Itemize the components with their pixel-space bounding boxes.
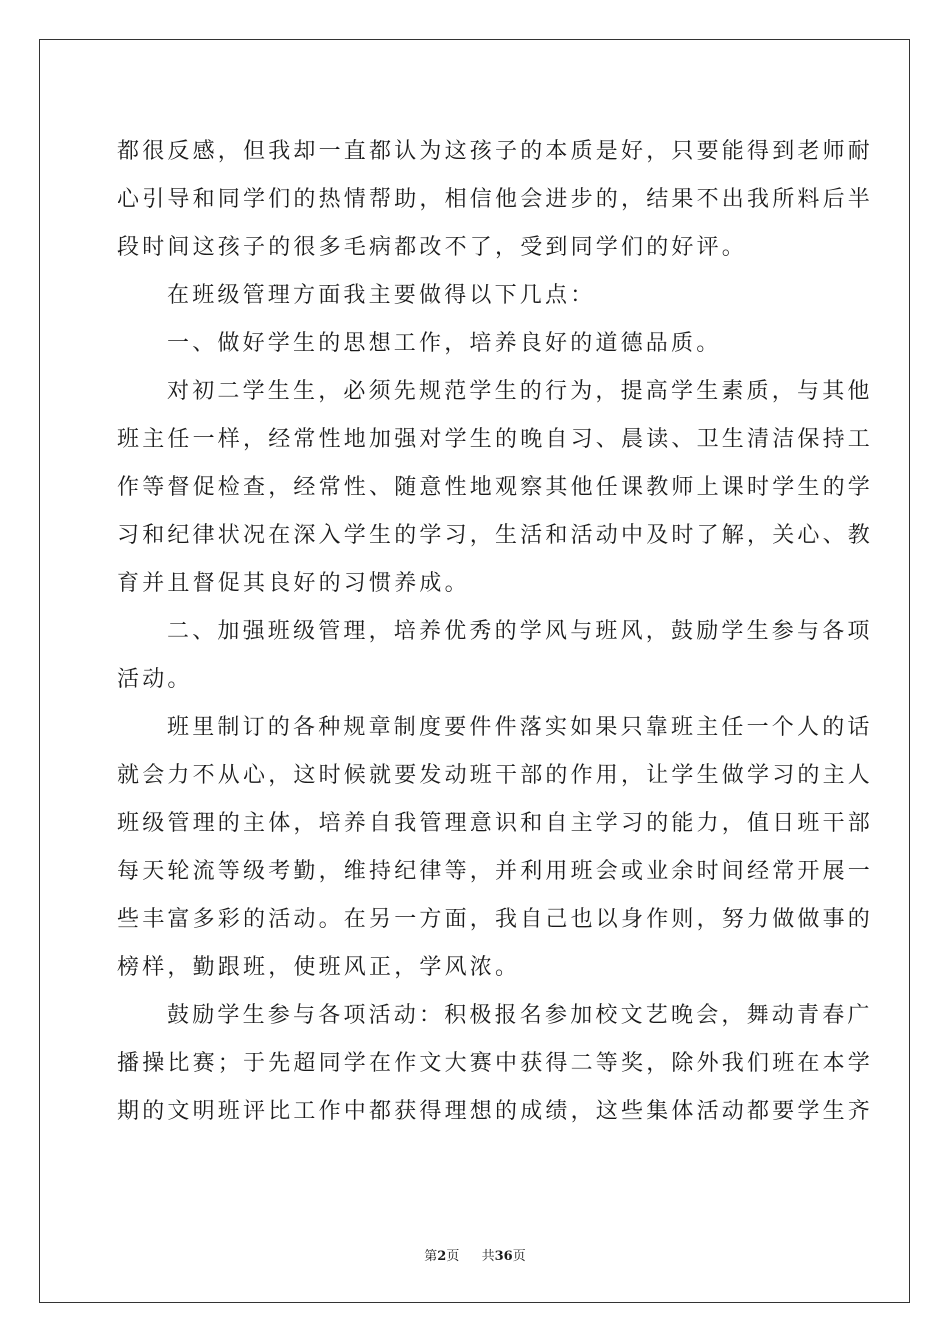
text-line: 播操比赛；于先超同学在作文大赛中获得二等奖，除外我们班在本学 (117, 1051, 874, 1076)
page-number: 2 (437, 1249, 447, 1264)
text-line: 鼓励学生参与各项活动：积极报名参加校文艺晚会，舞动青春广 (167, 1003, 873, 1028)
text-line: 榜样，勤跟班，使班风正，学风浓。 (117, 955, 521, 980)
text-line: 对初二学生生，必须先规范学生的行为，提高学生素质，与其他 (167, 379, 873, 404)
text-line: 些丰富多彩的活动。在另一方面，我自己也以身作则，努力做做事的 (117, 907, 874, 932)
section-heading: 活动。 (117, 667, 193, 692)
text-line: 就会力不从心，这时候就要发动班干部的作用，让学生做学习的主人 (117, 763, 874, 788)
section-heading: 二、加强班级管理，培养优秀的学风与班风，鼓励学生参与各项 (167, 619, 873, 644)
page-indicator (424, 1247, 459, 1267)
total-prefix: 共 (481, 1249, 495, 1264)
document-body (117, 128, 874, 1136)
section-heading: 一、做好学生的思想工作，培养良好的道德品质。 (167, 331, 722, 356)
page-footer (0, 1247, 950, 1267)
text-line: 班里制订的各种规章制度要件件落实如果只靠班主任一个人的话 (167, 715, 873, 740)
total-suffix: 页 (512, 1249, 526, 1264)
text-line: 每天轮流等级考勤，维持纪律等，并利用班会或业余时间经常开展一 (117, 859, 874, 884)
text-line: 班主任一样，经常性地加强对学生的晚自习、晨读、卫生清洁保持工 (117, 427, 874, 452)
text-line: 班级管理的主体，培养自我管理意识和自主学习的能力，值日班干部 (117, 811, 874, 836)
text-line: 作等督促检查，经常性、随意性地观察其他任课教师上课时学生的学 (117, 475, 874, 500)
total-pages-indicator (482, 1247, 526, 1267)
total-pages-number: 36 (494, 1249, 513, 1264)
text-line: 都很反感，但我却一直都认为这孩子的本质是好，只要能得到老师耐 (117, 139, 874, 164)
text-line: 心引导和同学们的热情帮助，相信他会进步的，结果不出我所料后半 (117, 187, 874, 212)
page-prefix: 第 (424, 1249, 438, 1264)
text-line: 期的文明班评比工作中都获得理想的成绩，这些集体活动都要学生齐 (117, 1099, 874, 1124)
text-line: 段时间这孩子的很多毛病都改不了，受到同学们的好评。 (117, 235, 748, 260)
page-suffix: 页 (446, 1249, 460, 1264)
text-line: 育并且督促其良好的习惯养成。 (117, 571, 470, 596)
text-line: 习和纪律状况在深入学生的学习，生活和活动中及时了解，关心、教 (117, 523, 874, 548)
text-line: 在班级管理方面我主要做得以下几点： (167, 283, 596, 308)
